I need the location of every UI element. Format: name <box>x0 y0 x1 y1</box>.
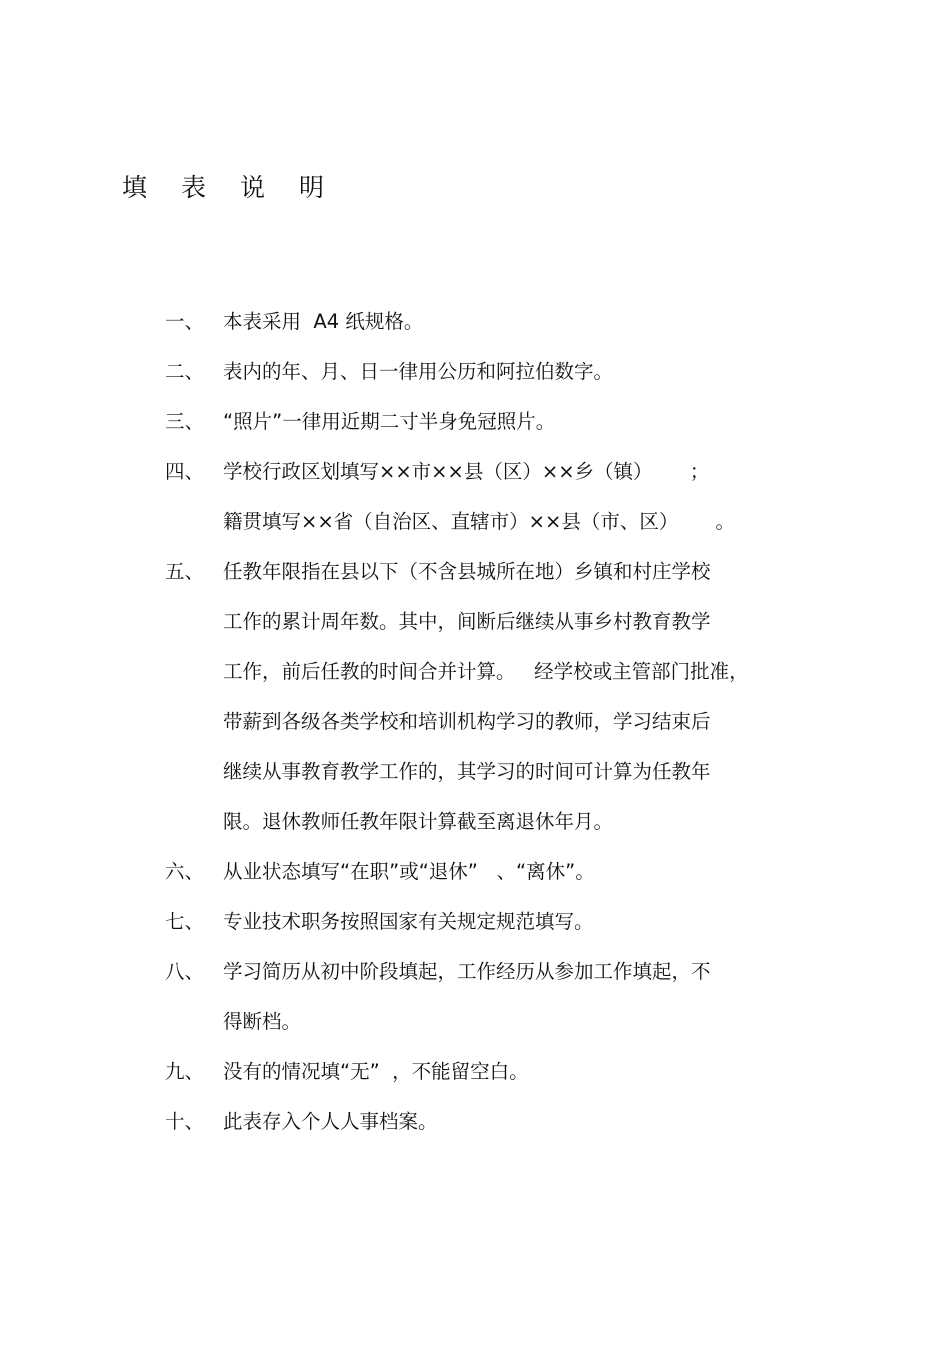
item-text-line: 学习简历从初中阶段填起，工作经历从参加工作填起，不 <box>223 960 711 983</box>
item-text-line: “照片”一律用近期二寸半身免冠照片。 <box>223 410 556 433</box>
item-number: 一、 <box>165 310 205 333</box>
list-item <box>165 847 815 897</box>
list-item <box>165 947 815 1047</box>
item-number: 七、 <box>165 910 205 933</box>
item-text-line: 任教年限指在县以下（不含县城所在地）乡镇和村庄学校 <box>223 560 711 583</box>
item-text-line: 没有的情况填“无” ，不能留空白。 <box>223 1060 529 1083</box>
list-item <box>165 297 815 347</box>
item-text-line: 继续从事教育教学工作的，其学习的时间可计算为任教年 <box>223 760 711 783</box>
page-title: 填表说明 <box>122 173 359 202</box>
item-text-line: 本表采用 A4 纸规格。 <box>223 310 424 333</box>
item-text-line: 从业状态填写“在职”或“退休” 、“离休”。 <box>223 860 595 883</box>
list-item <box>165 547 815 847</box>
list-item <box>165 447 815 547</box>
item-number: 二、 <box>165 360 205 383</box>
list-item <box>165 897 815 947</box>
item-text-line: 表内的年、月、日一律用公历和阿拉伯数字。 <box>223 360 614 383</box>
item-number: 九、 <box>165 1060 205 1083</box>
instruction-list <box>165 297 815 1147</box>
item-text-line: 工作，前后任教的时间合并计算。 经学校或主管部门批准， <box>223 660 749 683</box>
item-text-line: 学校行政区划填写××市××县（区）××乡（镇） ； <box>223 460 710 483</box>
item-number: 十、 <box>165 1110 205 1133</box>
item-text-line: 限。退休教师任教年限计算截至离退休年月。 <box>223 810 614 833</box>
item-number: 四、 <box>165 460 205 483</box>
item-text-line: 此表存入个人人事档案。 <box>223 1110 438 1133</box>
item-number: 六、 <box>165 860 205 883</box>
item-text-line: 籍贯填写××省（自治区、直辖市）××县（市、区） 。 <box>223 510 736 533</box>
item-text-line: 得断档。 <box>223 1010 302 1033</box>
item-number: 八、 <box>165 960 205 983</box>
list-item <box>165 397 815 447</box>
item-text-line: 专业技术职务按照国家有关规定规范填写。 <box>223 910 594 933</box>
item-text-line: 带薪到各级各类学校和培训机构学习的教师，学习结束后 <box>223 710 711 733</box>
item-number: 三、 <box>165 410 205 433</box>
list-item <box>165 1097 815 1147</box>
item-number: 五、 <box>165 560 205 583</box>
item-text-line: 工作的累计周年数。其中，间断后继续从事乡村教育教学 <box>223 610 711 633</box>
list-item <box>165 347 815 397</box>
list-item <box>165 1047 815 1097</box>
